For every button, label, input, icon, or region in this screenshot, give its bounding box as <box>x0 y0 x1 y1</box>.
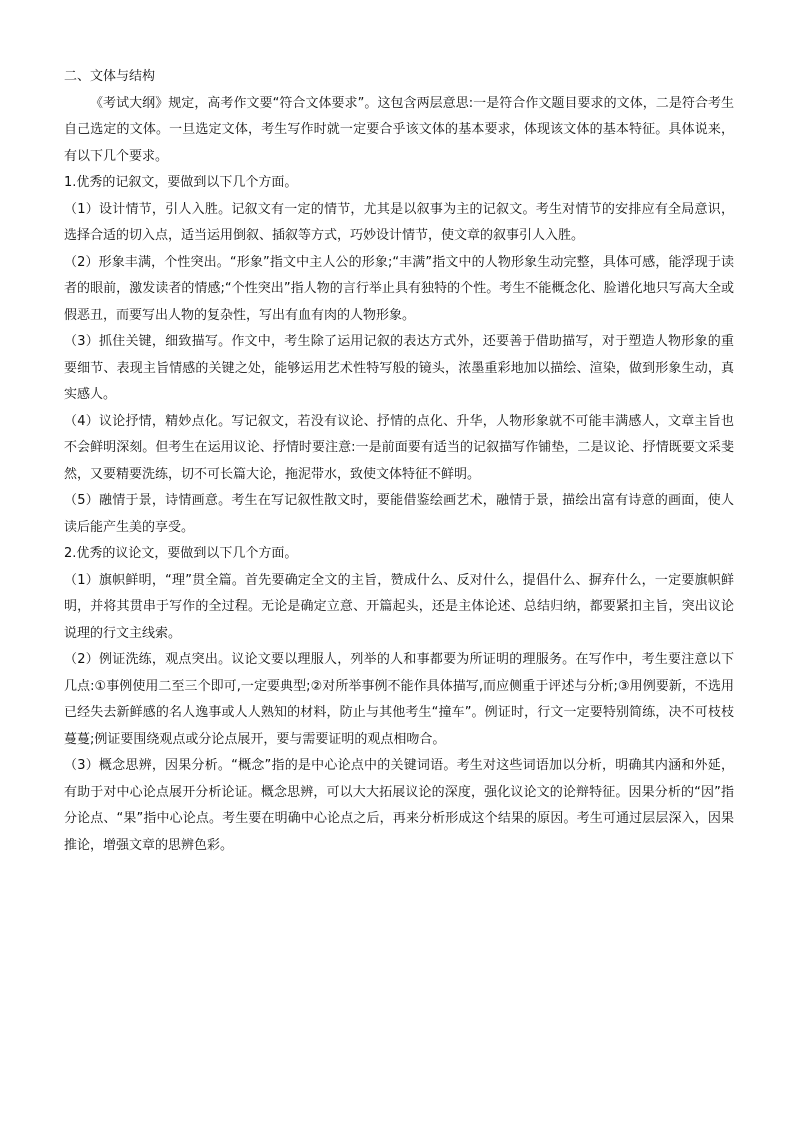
argumentative-item-3: （3）概念思辨，因果分析。“概念”指的是中心论点中的关键词语。考生对这些词语加以分析，明确其内涵和外延，有助于对中心论点展开分析论证。概念思辨，可以大大拓展议论的深度，强化议论文的论辩特征。因果分析的“因”指分论点、“果”指中心论点。考生要在明确中心论点之后，再来分析形成这个结果的原因。考生可通过层层深入，因果推论，增强文章的思辨色彩。 <box>64 758 734 853</box>
intro-paragraph: 《考试大纲》规定，高考作文要“符合文体要求”。这包含两层意思:一是符合作文题目要求的文体，二是符合考生自己选定的文体。一旦选定文体，考生写作时就一定要合乎该文体的基本要求，体现该文体的基本特征。具体说来，有以下几个要求。 <box>64 95 734 164</box>
argumentative-item-1: （1）旗帜鲜明，“理”贯全篇。首先要确定全文的主旨，赞成什么、反对什么，提倡什么、摒弃什么，一定要旗帜鲜明，并将其贯串于写作的全过程。无论是确定立意、开篇起头，还是主体论述、总结归纳，都要紧扣主旨，突出议论说理的行文主线索。 <box>64 572 734 641</box>
narrative-item-1: （1）设计情节，引人入胜。记叙文有一定的情节，尤其是以叙事为主的记叙文。考生对情节的安排应有全局意识，选择合适的切入点，适当运用倒叙、插叙等方式，巧妙设计情节，使文章的叙事引人入胜。 <box>64 201 734 243</box>
section-heading: 二、文体与结构 <box>64 69 156 84</box>
document-body <box>64 64 734 859</box>
argumentative-item-2: （2）例证洗练，观点突出。议论文要以理服人，列举的人和事都要为所证明的理服务。在写作中，考生要注意以下几点:①事例使用二至三个即可,一定要典型;②对所举事例不能作具体描写,而应侧重于评述与分析;③用例要新，不选用已经失去新鲜感的名人逸事或人人熟知的材料，防止与其他考生“撞车”。例证时，行文一定要特别简练，决不可枝枝蔓蔓;例证要围绕观点或分论点展开，要与需要证明的观点相吻合。 <box>64 652 734 747</box>
narrative-item-3: （3）抓住关键，细致描写。作文中，考生除了运用记叙的表达方式外，还要善于借助描写，对于塑造人物形象的重要细节、表现主旨情感的关键之处，能够运用艺术性特写般的镜头，浓墨重彩地加以描绘、渲染，做到形象生动，真实感人。 <box>64 334 734 402</box>
narrative-heading: 1.优秀的记叙文，要做到以下几个方面。 <box>64 175 298 190</box>
argumentative-heading: 2.优秀的议论文，要做到以下几个方面。 <box>64 546 298 561</box>
narrative-item-2: （2）形象丰满，个性突出。“形象”指文中主人公的形象;“丰满”指文中的人物形象生动完整，具体可感，能浮现于读者的眼前，激发读者的情感;“个性突出”指人物的言行举止具有独特的个性。考生不能概念化、脸谱化地只写高大全或假恶丑，而要写出人物的复杂性，写出有血有肉的人物形象。 <box>64 254 734 323</box>
narrative-item-4: （4）议论抒情，精妙点化。写记叙文，若没有议论、抒情的点化、升华，人物形象就不可能丰满感人，文章主旨也不会鲜明深刻。但考生在运用议论、抒情时要注意:一是前面要有适当的记叙描写作铺垫，二是议论、抒情既要文采斐然，又要精要洗练，切不可长篇大论，拖泥带水，致使文体特征不鲜明。 <box>64 413 734 482</box>
narrative-item-5: （5）融情于景，诗情画意。考生在写记叙性散文时，要能借鉴绘画艺术，融情于景，描绘出富有诗意的画面，使人读后能产生美的享受。 <box>64 493 734 535</box>
